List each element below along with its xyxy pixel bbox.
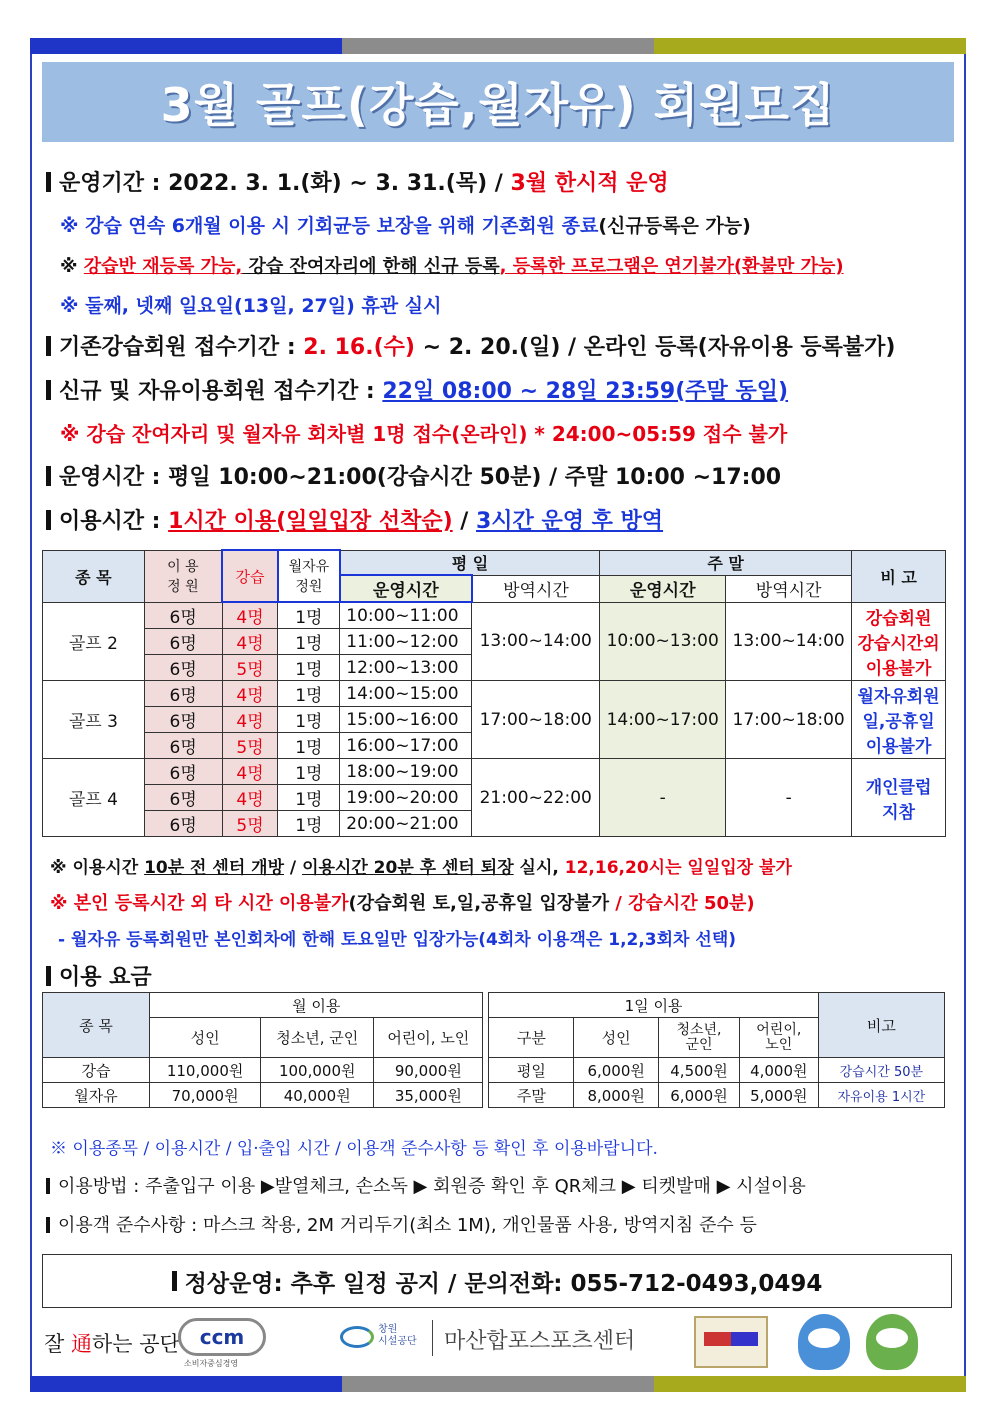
contact-box: 정상운영: 추후 일정 공지 / 문의전화: 055-712-0493,0494	[42, 1254, 952, 1308]
logo-row: 잘 通하는 공단 ccm 소비자중심경영 창원 시설공단 마산합포스포츠센터	[42, 1314, 952, 1372]
schedule-row: 골프 3 6명 4명 1명 14:00~15:00 17:00~18:00 14:00~17:00 17:00~18:00 월자유회원 일,공휴일 이용불가	[43, 681, 946, 707]
schedule-row: 6명 4명 1명 11:00~12:00	[43, 629, 946, 655]
new-reg-line: 신규 및 자유이용회원 접수기간 : 22일 08:00 ~ 28일 23:59(주말 동일)	[46, 374, 788, 405]
period-line: 운영기간 : 2022. 3. 1.(화) ~ 3. 31.(목) / 3월 한시적 운영	[46, 166, 669, 197]
usage-line: 이용시간 : 1시간 이용(일일입장 선착순) / 3시간 운영 후 방역	[46, 504, 663, 535]
note-line-2: ※ 강습반 재등록 가능, 강습 잔여자리에 한해 신규 등록, 등록한 프로그램은 연기불가(환불만 가능)	[60, 256, 844, 277]
schedule-row: 6명 4명 1명 15:00~16:00	[43, 707, 946, 733]
method-line: 이용방법 : 주출입구 이용 ▶발열체크, 손소독 ▶ 회원증 확인 후 QR체크 ▶ 티켓발매 ▶ 시설이용	[46, 1172, 806, 1198]
schedule-row: 6명 5명 1명 20:00~21:00	[43, 811, 946, 837]
corp-logo-icon	[340, 1326, 374, 1348]
note2-c: - 월자유 등록회원만 본인회차에 한해 토요일만 입장가능(4회차 이용객은 1,2,3회차 선택)	[58, 930, 737, 950]
certificate-badge	[694, 1316, 768, 1368]
center-name: 마산합포스포츠센터	[444, 1329, 636, 1354]
hours-line: 운영시간 : 평일 10:00~21:00(강습시간 50분) / 주말 10:00 ~17:00	[46, 460, 781, 491]
page-title: 3월 골프(강습,월자유) 회원모집	[160, 78, 836, 132]
schedule-row: 골프 2 6명 4명 1명 10:00~11:00 13:00~14:00 10:00~13:00 13:00~14:00 강습회원 강습시간외 이용불가	[43, 602, 946, 629]
mascot-green-icon	[866, 1314, 918, 1370]
new-reg-note: ※ 강습 잔여자리 및 월자유 회차별 1명 접수(온라인) * 24:00~05:59 접수 불가	[60, 422, 788, 446]
note-line-1: ※ 강습 연속 6개월 이용 시 기회균등 보장을 위해 기존회원 종료(신규등록은 가능)	[60, 215, 751, 237]
schedule-row: 6명 5명 1명 16:00~17:00	[43, 733, 946, 759]
slogan-logo: 잘 通하는 공단	[44, 1332, 180, 1356]
corp-logo: 창원 시설공단	[378, 1324, 417, 1347]
note2-a: ※ 이용시간 10분 전 센터 개방 / 이용시간 20분 후 센터 퇴장 실시, 12,16,20시는 일일입장 불가	[50, 858, 792, 878]
schedule-row: 6명 4명 1명 19:00~20:00	[43, 785, 946, 811]
bottom-stripe	[30, 1376, 966, 1392]
fee-row-free: 월자유 70,000원 40,000원 35,000원 주말 8,000원 6,000원 5,000원 자유이용 1시간	[43, 1083, 945, 1108]
rules-line: 이용객 준수사항 : 마스크 착용, 2M 거리두기(최소 1M), 개인물품 사용, 방역지침 준수 등	[46, 1211, 757, 1237]
ccm-logo: ccm	[178, 1318, 266, 1356]
note-line-3: ※ 둘째, 넷째 일요일(13일, 27일) 휴관 실시	[60, 295, 442, 317]
title-banner	[42, 62, 954, 142]
schedule-row: 골프 4 6명 4명 1명 18:00~19:00 21:00~22:00 - - 개인클럽 지참	[43, 759, 946, 785]
existing-reg-line: 기존강습회원 접수기간 : 2. 16.(수) ~ 2. 20.(일) / 온라인 등록(자유이용 등록불가)	[46, 330, 895, 361]
bullet-bar	[46, 172, 51, 192]
mascot-blue-icon	[798, 1314, 850, 1370]
fee-title: 이용 요금	[46, 960, 152, 991]
note2-b: ※ 본인 등록시간 외 타 시간 이용불가(강습회원 토,일,공휴일 입장불가 / 강습시간 50분)	[50, 893, 755, 914]
fee-row-lesson: 강습 110,000원 100,000원 90,000원 평일 6,000원 4,500원 4,000원 강습시간 50분	[43, 1058, 945, 1083]
schedule-row: 6명 5명 1명 12:00~13:00	[43, 655, 946, 681]
fee-table: 종 목 월 이용 1일 이용 비고 성인 청소년, 군인 어린이, 노인 구분 성인 청소년, 군인 어린이, 노인 강습 110,000원 100,000원 90,000원 평일 6,000원 4,500원 4,000원 강습시간 50분 월자유 70,000원 40,000원 35,000원 주말 8,000원 6,000원 5,000원 자유이용 1시간	[42, 992, 945, 1108]
top-stripe	[30, 38, 966, 54]
schedule-table: 종 목 이 용 정 원 강습 월자유 정원 평 일 주 말 비 고 운영시간 방역시간 운영시간 방역시간 골프 2 6명 4명 1명 10:00~11:00 13:00~14:00 10:00~13:00 13:00~14:00 강습회원 강습시간외 이용불가 6명 4명 1명 11:00~12:00 6명 5명 1명 12:00~13:00 골프 3 6명 4명 1명 14:00~15:00 17:00~18:00 14:00~17:00 17:00~18:00 월자유회원 일,공휴일 이용불가 6명 4명 1명 15:00~16:00 6명 5명 1명 16:00~17:00 골프 4 6명 4명 1명 18:00~19:00 21:00~22:00 - - 개인클럽 지참 6명 4명 1명 19:00~20:00 6명 5명 1명 20:00~21:00	[42, 549, 946, 837]
check-note: ※ 이용종목 / 이용시간 / 입·출입 시간 / 이용객 준수사항 등 확인 후 이용바랍니다.	[50, 1139, 658, 1159]
